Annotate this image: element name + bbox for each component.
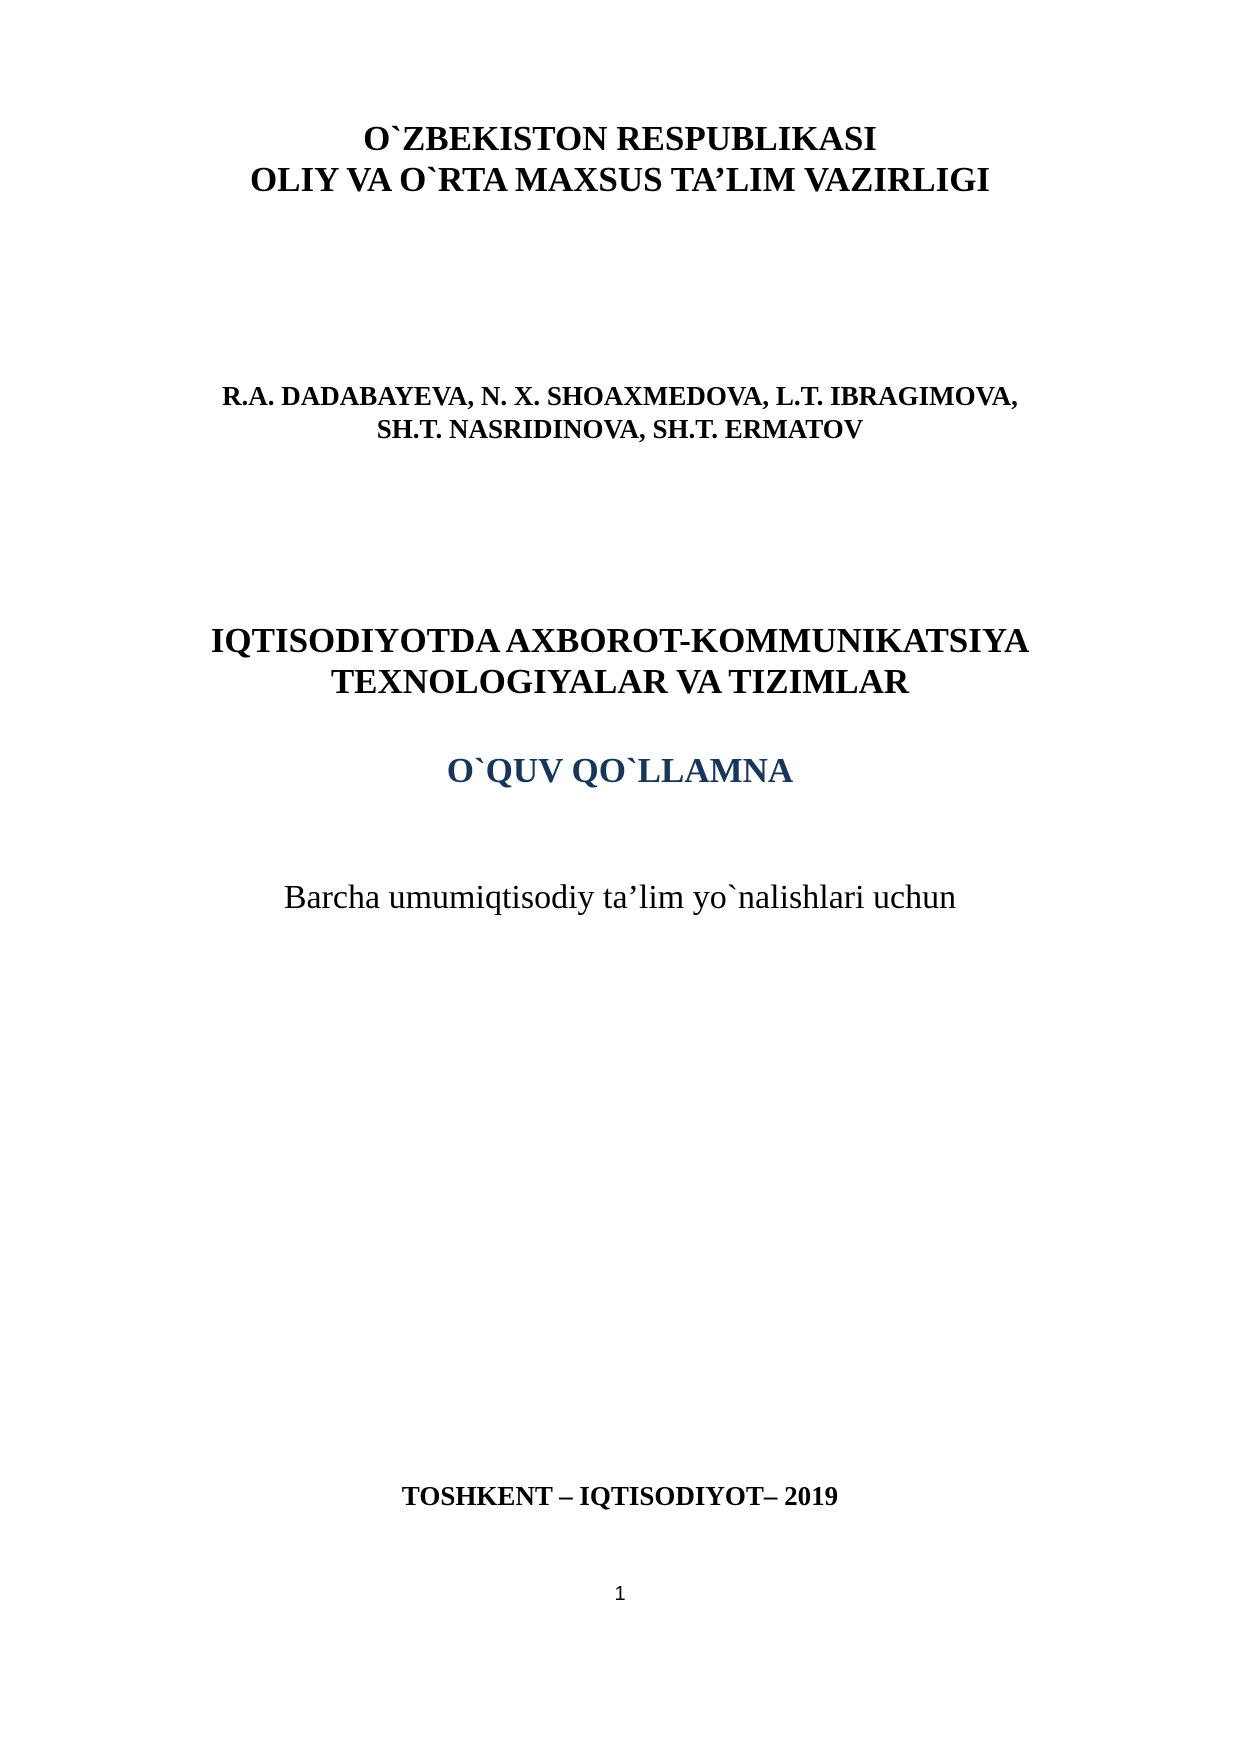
authors bbox=[0, 380, 1240, 446]
authors-line-2: SH.T. NASRIDINOVA, SH.T. ERMATOV bbox=[376, 414, 864, 444]
publisher-imprint: TOSHKENT – IQTISODIYOT– 2019 bbox=[401, 1481, 839, 1511]
ministry-line-ministry: OLIY VA O`RTA MAXSUS TA’LIM VAZIRLIGI bbox=[249, 160, 991, 199]
ministry-header bbox=[0, 118, 1240, 200]
authors-line-1: R.A. DADABAYEVA, N. X. SHOAXMEDOVA, L.T. IBRAGIMOVA, bbox=[222, 381, 1018, 411]
book-title-line-1: IQTISODIYOTDA AXBOROT-KOMMUNIKATSIYA bbox=[210, 621, 1030, 660]
book-title-line-2: TEXNOLOGIYALAR VA TIZIMLAR bbox=[330, 662, 910, 701]
audience-note: Barcha umumiqtisodiy ta’lim yo`nalishlari uchun bbox=[283, 879, 957, 916]
document-type: O`QUV QO`LLAMNA bbox=[446, 751, 794, 790]
ministry-line-country: O`ZBEKISTON RESPUBLIKASI bbox=[363, 119, 877, 158]
book-title bbox=[0, 620, 1240, 702]
page-number: 1 bbox=[614, 1583, 626, 1605]
